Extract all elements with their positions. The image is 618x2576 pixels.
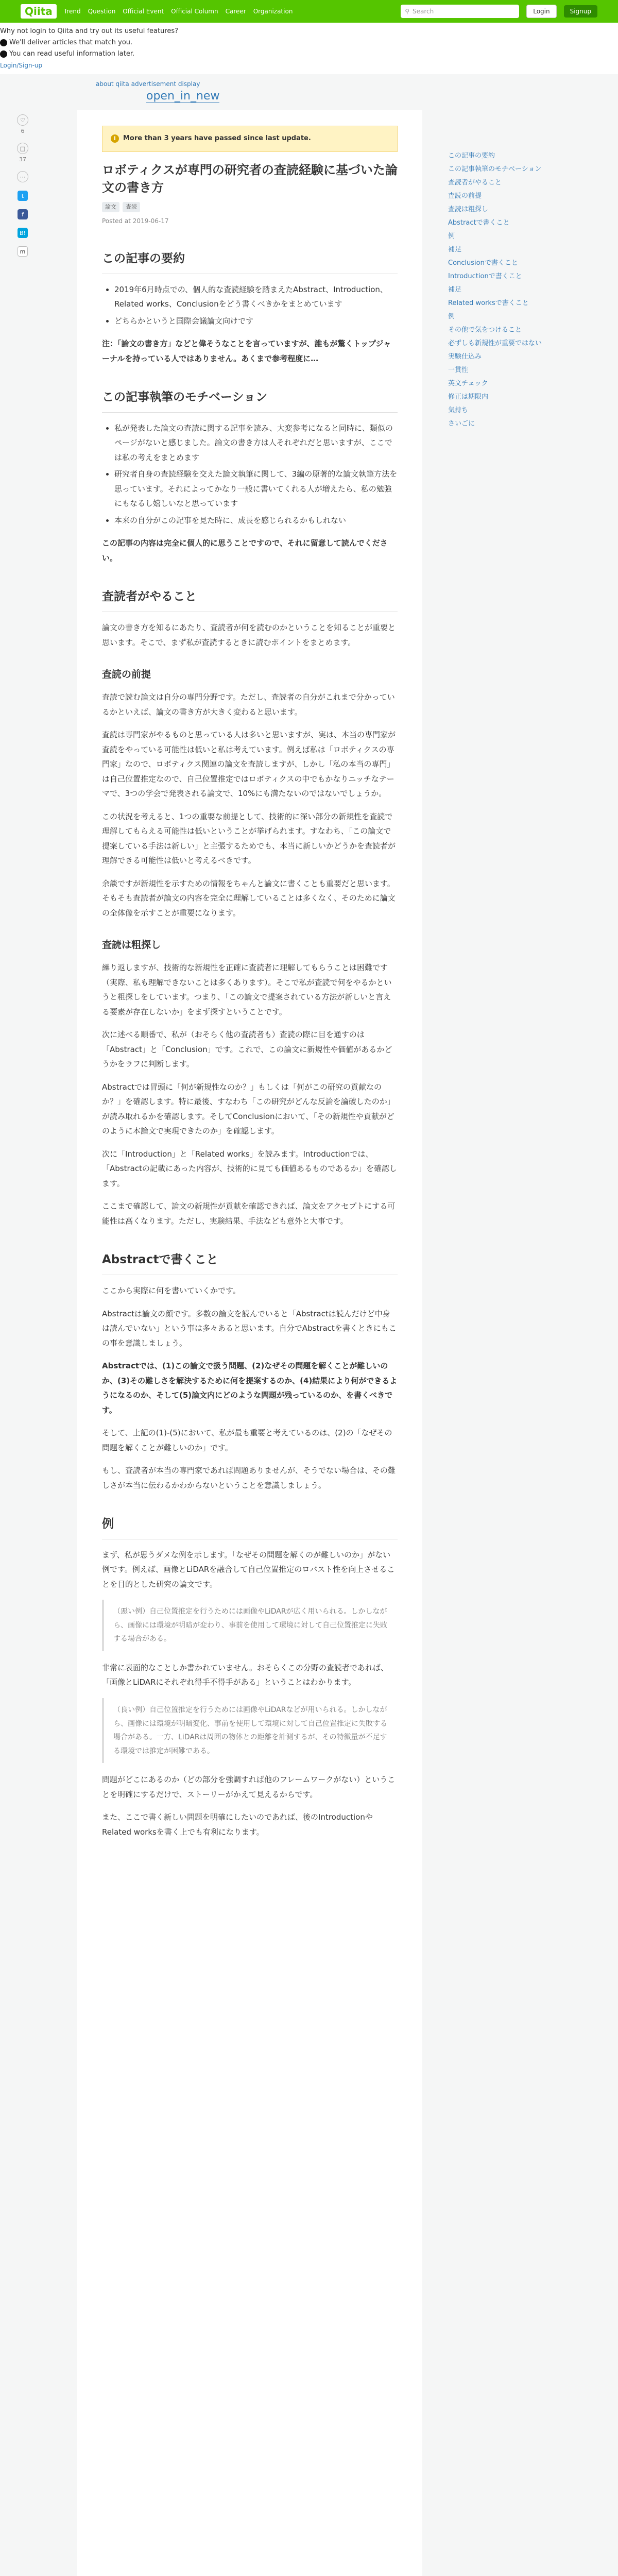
nav-official-column[interactable]: Official Column [171, 8, 218, 15]
ad-info-link[interactable]: about qiita advertisement display [96, 80, 200, 88]
blockquote: （良い例）自己位置推定を行うためには画像やLiDARなどが用いられる。しかしながら、画像には環境が明暗変化、事前を使用して環境に対して自己位置推定に失敗する場合がある。一方、LiDARは周囲の物体との距離を計測するが、その特徴量が不足する環境では推定が困難である。 [102, 1698, 398, 1763]
medium-icon[interactable]: m [18, 246, 28, 257]
paragraph: 非常に表面的なことしか書かれていません。おそらくこの分野の査読者であれば、「画像とLiDARにそれぞれ得手不得手がある」ということはわかります。 [102, 1663, 388, 1687]
paragraph: 次に「Introduction」と「Related works」を読みます。Introductionでは、「Abstractの記載にあった内容が、技術的に見ても価値あるものであるか」を確認します。 [102, 1149, 397, 1188]
paragraph: 繰り返しますが、技術的な新規性を正確に査読者に理解してもらうことは困難です（実際、私も理解できないことは多くあります）。そこで私が査読で何をやるかというと粗探しをしています。つまり、「この論文で提案されている方法が新しいと言える要素が存在しないか」をまず探すということです。 [102, 963, 392, 1016]
paragraph: この状況を考えると、1つの重要な前提として、技術的に深い部分の新規性を査読で理解してもらえる可能性は低いということが挙げられます。すなわち、「この論文で提案している手法は新しい」と主張するためでも、本当に新しいかどうかを査読者が理解できる可能性は低いと考えるべきです。 [102, 811, 396, 866]
toc-link[interactable]: 例 [448, 313, 455, 320]
nav-career[interactable]: Career [225, 8, 246, 15]
paragraph: Abstractは論文の顔です。多数の論文を読んでいると「Abstractは読んだけど中身は読んでいない」という事は多々あると思います。自分でAbstractを書くときにもこの事を意識しましょう。 [102, 1309, 397, 1348]
blockquote: （悪い例）自己位置推定を行うためには画像やLiDARが広く用いられる。しかしながら、画像には環境が明暗が変わり、事前を使用して環境に対して自己位置推定に失敗する場合がある。 [102, 1600, 398, 1651]
section-heading: この記事執筆のモチベーション [102, 386, 398, 413]
toc-link[interactable]: 査読者がやること [448, 179, 502, 187]
promo-line: We'll deliver articles that match you. [0, 37, 618, 48]
list-item: • 私が発表した論文の査読に関する記事を読み、大変参考になると同時に、類似のページがないと感じました。論文の書き方は人それぞれだと思いますが、ここでは私の考えをまとめます [114, 421, 398, 465]
promo-line: Why not login to Qiita and try out its useful features? [0, 27, 179, 35]
qiita-logo[interactable]: Qiita [21, 4, 57, 19]
paragraph: 注：「論文の書き方」などと偉そうなことを言っていますが、誰もが驚くトップジャーナルを持っている人ではありません。あくまで参考程度に… [102, 339, 391, 363]
toc-link[interactable]: Introductionで書くこと [448, 273, 522, 280]
section-heading: 例 [102, 1513, 398, 1539]
twitter-icon[interactable]: t [18, 191, 28, 201]
toc-link[interactable]: 補足 [448, 286, 462, 294]
subsection-heading: 査読の前提 [102, 669, 151, 681]
nav-organization[interactable]: Organization [253, 8, 293, 15]
search-input[interactable]: Search [413, 8, 434, 15]
paragraph: 査読で読む論文は自分の専門分野です。ただし、査読者の自分がこれまで分かっているかといえば、論文の書き方が大きく変わると思います。 [102, 692, 395, 717]
outdated-notice: i More than 3 years have passed since last update. [102, 126, 398, 152]
list [102, 421, 398, 528]
list-item: • 2019年6月時点での、個人的な査読経験を踏まえたAbstract、Introduction、Related works、Conclusionをどう書くべきかをまとめています [114, 282, 398, 312]
tag-list [102, 202, 398, 212]
list-item: • 本来の自分がこの記事を見た時に、成長を感じられるかもしれない [114, 513, 398, 528]
paragraph: ここまで確認して、論文の新規性が貢献を確認できれば、論文をアクセプトにする可能性は高くなります。ただし、実験結果、手法なども意外と大事です。 [102, 1201, 396, 1226]
like-button[interactable]: ♡ [17, 114, 28, 126]
toc-link[interactable]: 一貫性 [448, 366, 469, 374]
paragraph: Abstractでは、(1)この論文で扱う問題、(2)なぜその問題を解くことが難しいのか、(3)その難しさを解決するために何を提案するのか、(4)結果により何ができるようになるのか、そして(5)論文内にどのような問題が残っているのか、を書くべきです。 [102, 1361, 398, 1415]
toc-link[interactable]: 実験仕込み [448, 353, 482, 361]
stock-button[interactable]: □ [17, 143, 28, 154]
paragraph: 次に述べる順番で、私が（おそらく他の査読者も）査読の際に目を通すのは「Abstract」と「Conclusion」です。これで、この論文に新規性や価値があるかどうかをラフに判断します。 [102, 1030, 392, 1069]
toc-link[interactable]: この記事の要約 [448, 152, 495, 160]
toc-link[interactable]: Abstractで書くこと [448, 219, 510, 227]
search-box[interactable] [401, 5, 519, 18]
like-count: 6 [21, 128, 25, 134]
folder-icon [0, 50, 7, 58]
list [102, 282, 398, 329]
more-icon[interactable]: ⋯ [17, 171, 28, 182]
paragraph: 問題がどこにあるのか（どの部分を強調すれば他のフレームワークがない）ということを明確にするだけで、ストーリーがかえて見えるからです。 [102, 1775, 396, 1799]
subsection-heading: 査読は粗探し [102, 939, 161, 951]
global-header [0, 0, 618, 23]
section-heading: 査読者がやること [102, 586, 398, 612]
toc-link[interactable]: Related worksで書くこと [448, 299, 529, 307]
search-icon: ⚲ [405, 8, 410, 15]
facebook-icon[interactable]: f [18, 209, 28, 219]
toc-link[interactable]: 英文チェック [448, 380, 488, 387]
action-sidebar [12, 114, 33, 257]
paragraph: 査読は専門家がやるものと思っている人は多いと思いますが、実は、本当の専門家が査読をやっている可能性は低いと私は考えています。例えば私は「ロボティクスの専門家」なので、ロボティクス関連の論文を査読しますが、しかし「私の本当の専門」は自己位置推定なので、自己位置推定ではロボティクスの中でもかなりニッチなテーマで、3つの学会で発表される論文で、10%にも満たないのではないでしょうか。 [102, 730, 396, 799]
ad-org-link[interactable]: open_in_new [146, 90, 220, 103]
toc-link[interactable]: 修正は期限内 [448, 393, 489, 401]
list-item: • 研究者自身の査読経験を交えた論文執筆に関して、3編の原著的な論文執筆方法を思っています。それによってかなり一般に書いてくれる人が増えたら、私の勉強にもなるし嬉しいなと思っています [114, 467, 398, 511]
stock-count: 37 [19, 156, 26, 163]
toc-link[interactable]: さいごに [448, 420, 475, 428]
toc-link[interactable]: 査読は粗探し [448, 206, 489, 213]
nav-trend[interactable]: Trend [63, 8, 81, 15]
toc-link[interactable]: この記事執筆のモチベーション [448, 165, 542, 173]
toc-link[interactable]: Conclusionで書くこと [448, 259, 518, 267]
nav-official-event[interactable]: Official Event [123, 8, 164, 15]
paragraph: もし、査読者が本当の専門家であれば問題ありませんが、そうでない場合は、その難しさが本当に伝わるかわからないということを意識しましょう。 [102, 1466, 396, 1490]
login-signup-link[interactable]: Login/Sign-up [0, 62, 43, 69]
toc-link[interactable]: 査読の前提 [448, 192, 482, 200]
login-button[interactable]: Login [526, 5, 556, 18]
paragraph: まず、私が思うダメな例を示します。「なぜその問題を解くのが難しいのか」がない例です。例えば、画像とLiDARを融合して自己位置推定のロバスト性を向上させることを目的とした研究の論文です。 [102, 1550, 395, 1589]
list-item: • どちらかというと国際会議論文向けです [114, 314, 398, 329]
section-heading: Abstractで書くこと [102, 1249, 398, 1275]
toc-link[interactable]: 気持ち [448, 406, 469, 414]
paragraph: Abstractでは冒頭に「何が新規性なのか？」もしくは「何がこの研究の貢献なのか？」を確認します。特に最後、すなわち「この研究がどんな反論を論破したのか」が読み取れるかを確認します。そしてConclusionにおいて、「その新規性や貢献がどのように本論文で実現できたのか」を確認します。 [102, 1082, 395, 1136]
tag[interactable]: 査読 [123, 202, 140, 212]
info-icon: i [111, 134, 119, 143]
paragraph: そして、上記の(1)-(5)において、私が最も重要と考えているのは、(2)の「なぜその問題を解くことが難しいのか」です。 [102, 1428, 392, 1452]
toc-link[interactable]: 必ずしも新規性が重要ではない [448, 340, 542, 347]
article-body [77, 110, 422, 2576]
paragraph: この記事の内容は完全に個人的に思うことですので、それに留意して読んでください。 [102, 538, 388, 563]
nav-question[interactable]: Question [88, 8, 116, 15]
paragraph: 論文の書き方を知るにあたり、査読者が何を読むのかということを知ることが重要と思います。そこで、まず私が査読するときに読むポイントをまとめます。 [102, 623, 396, 647]
signup-button[interactable]: Signup [564, 5, 597, 18]
heart-icon [0, 39, 7, 46]
tag[interactable]: 論文 [102, 202, 119, 212]
article-title: ロボティクスが専門の研究者の査読経験に基づいた論文の書き方 [102, 162, 398, 195]
section-heading: この記事の要約 [102, 248, 398, 274]
paragraph: ここから実際に何を書いていくかです。 [102, 1286, 241, 1296]
toc-link[interactable]: 例 [448, 232, 455, 240]
toc-link[interactable]: 補足 [448, 246, 462, 253]
table-of-contents [448, 149, 582, 431]
paragraph: 余談ですが新規性を示すための情報をちゃんと論文に書くことも重要だと思います。そもそも査読者が論文の内容を完全に理解していることは多くなく、そのために論文の全体像を示すことが重要になります。 [102, 878, 396, 918]
hatena-icon[interactable]: B! [18, 228, 28, 238]
paragraph: また、ここで書く新しい問題を明確にしたいのであれば、後のIntroductionやRelated worksを書く上でも有利になります。 [102, 1812, 373, 1837]
promo-line: You can read useful information later. [0, 48, 618, 60]
login-promo [0, 23, 618, 74]
posted-date: Posted at 2019-06-17 [102, 217, 169, 225]
toc-link[interactable]: その他で気をつけること [448, 326, 522, 334]
